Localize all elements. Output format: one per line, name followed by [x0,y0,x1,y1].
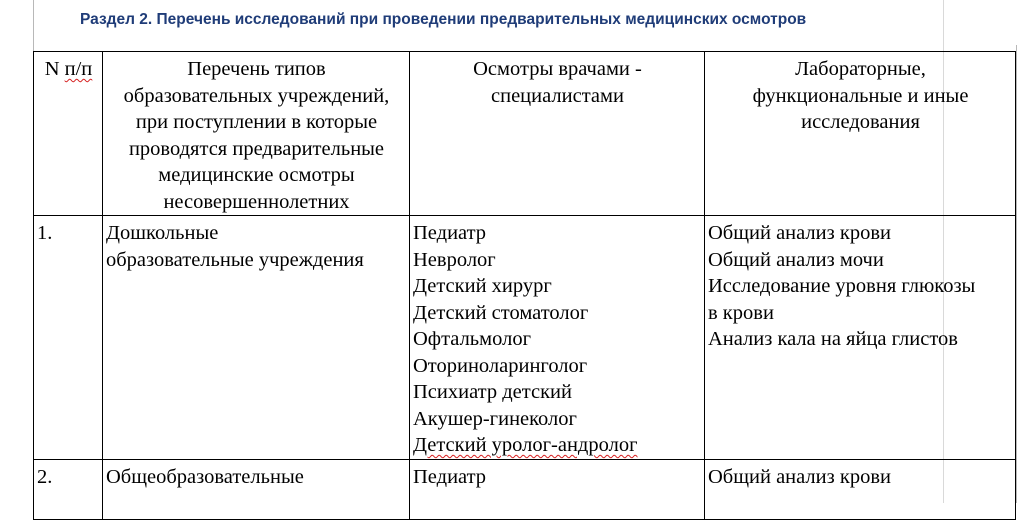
institution-cell [103,459,410,519]
test-item: Общий анализ крови [708,222,891,244]
header-line: исследования [801,111,920,133]
test-item: Анализ кала на яйца глистов [708,328,958,350]
row-number: 2. [34,459,103,519]
institution-cell [103,216,410,460]
test-item: Общий анализ мочи [708,248,884,271]
header-institution-types [103,52,410,216]
header-number-suffix: п/п [64,58,93,80]
cell-line: образовательные учреждения [106,248,364,271]
test-item: в крови [708,301,774,324]
header-line: несовершеннолетних [163,190,350,213]
row-number: 1. [34,216,103,460]
specialist-item: Детский уролог-андролог [413,434,638,456]
cell-line: Общеобразовательные [106,465,304,488]
section-heading: Раздел 2. Перечень исследований при проведении предварительных медицинских осмотров [80,11,807,28]
table-header-row [34,52,1016,216]
header-number-prefix: N [44,58,65,80]
specialists-cell [410,459,705,519]
specialist-item: Оториноларинголог [413,354,588,377]
header-line: специалистами [491,84,624,107]
specialist-item: Акушер-гинеколог [413,407,577,430]
header-lab-tests [705,52,1016,216]
cell-line: Дошкольные [106,222,219,244]
header-line: функциональные и иные [752,84,969,107]
page-edge-right [1016,45,1017,503]
header-number [34,52,103,216]
specialist-item: Психиатр детский [413,381,572,403]
specialist-item: Детский стоматолог [413,301,589,324]
specialist-item: Офтальмолог [413,328,531,350]
table-row [34,216,1016,460]
header-specialists [410,52,705,216]
examinations-table [33,51,1016,520]
table-row [34,459,1016,519]
specialist-item: Педиатр [413,222,487,244]
header-line: при поступлении в которые [135,111,378,133]
specialist-item: Невролог [413,248,496,271]
specialist-item: Детский хирург [413,275,552,297]
header-line: проводятся предварительные [128,137,385,160]
specialists-cell [410,216,705,460]
tests-cell [705,216,1016,460]
header-line: Лабораторные, [795,58,926,80]
test-item: Исследование уровня глюкозы [708,275,976,297]
test-item: Общий анализ крови [708,465,891,488]
tests-cell [705,459,1016,519]
header-line: Перечень типов [187,58,326,80]
specialist-item: Педиатр [413,465,487,488]
header-line: медицинские осмотры [158,164,355,186]
header-line: Осмотры врачами - [473,58,642,80]
header-line: образовательных учреждений, [123,84,390,107]
